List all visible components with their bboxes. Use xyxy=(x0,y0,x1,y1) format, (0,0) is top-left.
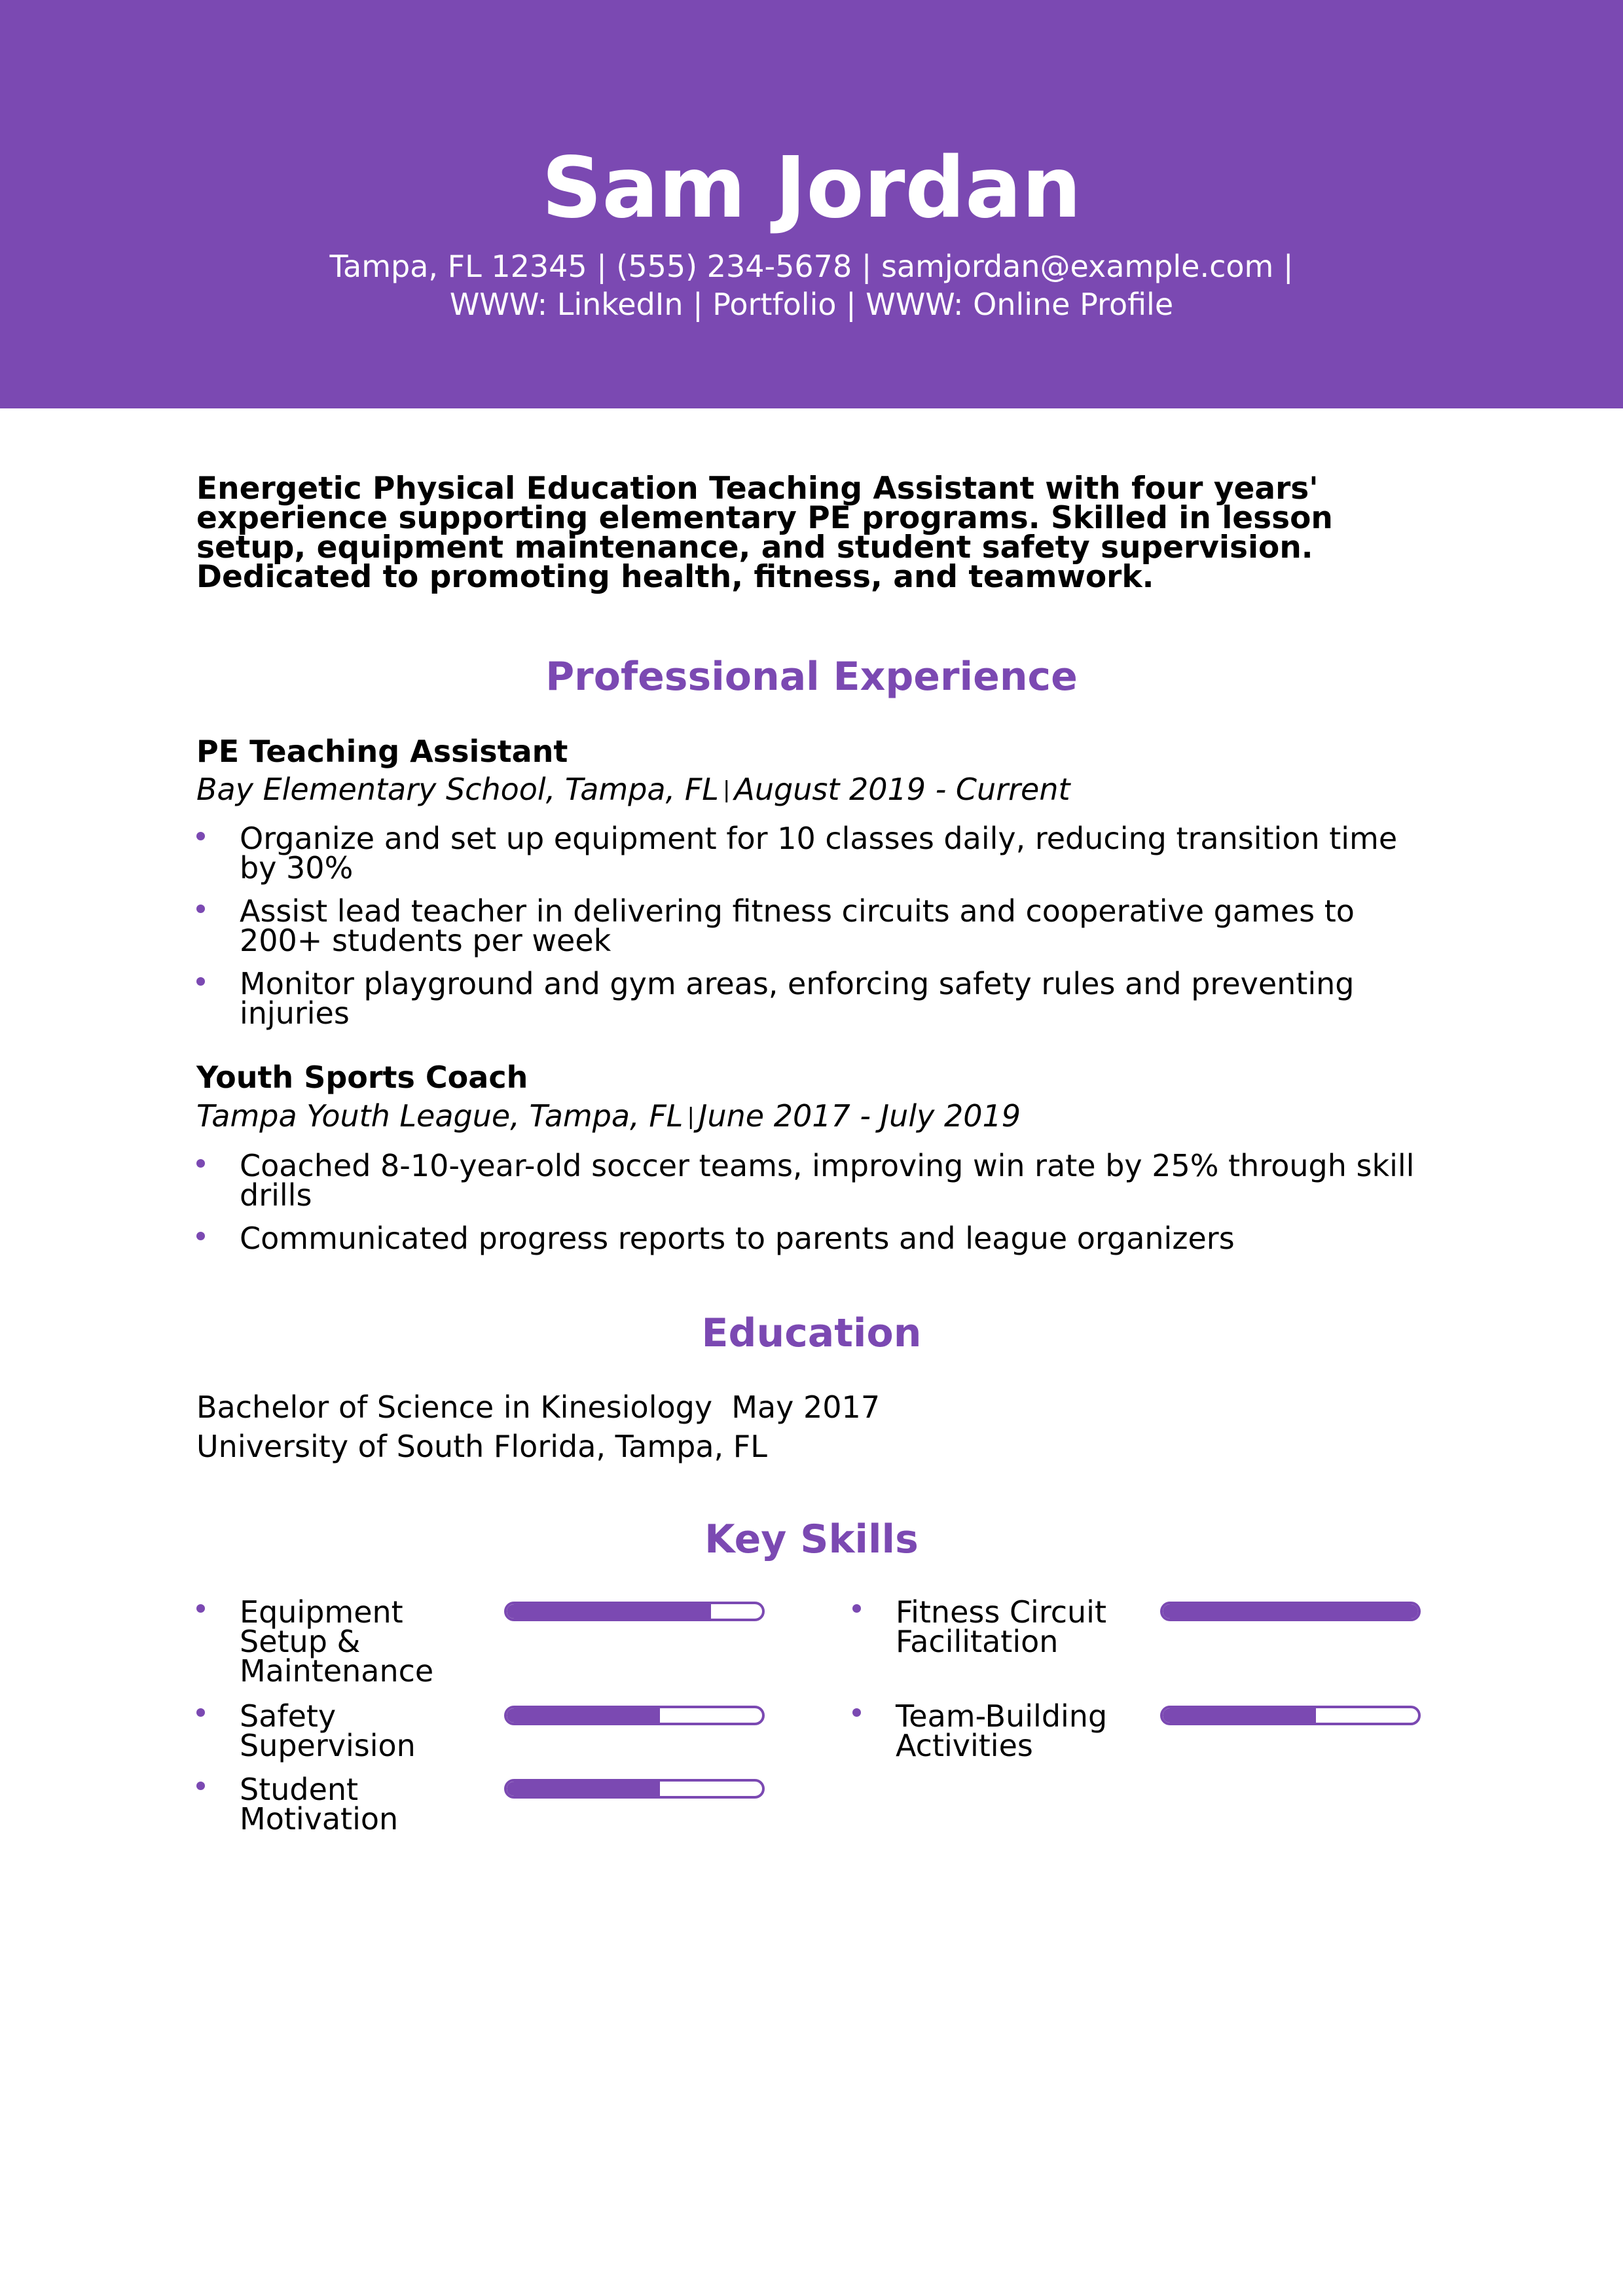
skill-level-fill xyxy=(507,1604,711,1619)
bullet-dot-icon xyxy=(852,1708,861,1717)
education-heading: Education xyxy=(701,1310,922,1356)
education-school: University of South Florida, Tampa, FL xyxy=(196,1429,767,1464)
contact-line-1: Tampa, FL 12345 | (555) 234-5678 | samjordan@example.com | xyxy=(329,249,1294,284)
skill-name: Team-Building Activities xyxy=(896,1698,1108,1763)
education-date: May 2017 xyxy=(731,1390,881,1425)
bullet-dot-icon xyxy=(196,905,205,913)
list-item xyxy=(196,1148,1440,1213)
bullet-dot-icon xyxy=(196,1708,205,1717)
bullet-dot-icon xyxy=(196,1604,205,1613)
skill-level-bar xyxy=(1160,1706,1421,1725)
bullet-text: Communicated progress reports to parents and league organizers xyxy=(240,1221,1235,1256)
skill-level-fill xyxy=(1163,1708,1316,1723)
skill-item xyxy=(852,1698,1144,1763)
bullet-text: Assist lead teacher in delivering fitness circuits and cooperative games to 200+ students per week xyxy=(240,893,1355,958)
bullet-dot-icon xyxy=(196,832,205,840)
job-bullets xyxy=(196,1148,1440,1267)
skill-level-bar xyxy=(504,1706,765,1725)
skill-name: Equipment Setup & Maintenance xyxy=(240,1594,434,1689)
job-meta xyxy=(196,1096,1021,1136)
job-meta xyxy=(196,770,1070,810)
candidate-name: Sam Jordan xyxy=(541,139,1082,237)
job-dates: August 2019 - Current xyxy=(734,772,1070,807)
job-title: PE Teaching Assistant xyxy=(196,734,568,769)
list-item xyxy=(196,1221,1440,1256)
bullet-dot-icon xyxy=(196,977,205,986)
skill-name: Fitness Circuit Facilitation xyxy=(896,1594,1106,1659)
job-meta-separator: | xyxy=(687,1103,695,1130)
resume-header xyxy=(0,0,1623,408)
job-bullets xyxy=(196,821,1440,1042)
job-employer: Tampa Youth League, Tampa, FL xyxy=(196,1098,684,1134)
bullet-text: Monitor playground and gym areas, enforcing safety rules and preventing injuries xyxy=(240,966,1355,1031)
list-item xyxy=(196,821,1440,886)
skill-level-bar xyxy=(504,1602,765,1621)
skill-level-fill xyxy=(1163,1604,1418,1619)
education-degree: Bachelor of Science in Kinesiology xyxy=(196,1390,713,1425)
skill-item xyxy=(196,1594,488,1689)
bullet-dot-icon xyxy=(852,1604,861,1613)
professional-summary: Energetic Physical Education Teaching Assistant with four years' experience supporting elementary PE programs. Skilled in lesson setup, equipment maintenance, and student safety supervision. Dedicated to promoting health, fitness, and teamwork. xyxy=(196,471,1333,595)
job-meta-separator: | xyxy=(722,777,731,803)
skill-name: Student Motivation xyxy=(240,1772,399,1837)
bullet-dot-icon xyxy=(196,1232,205,1240)
skills-heading: Key Skills xyxy=(704,1516,919,1562)
job-title: Youth Sports Coach xyxy=(196,1060,528,1095)
education-degree-line xyxy=(196,1388,880,1427)
skill-item xyxy=(852,1594,1144,1659)
experience-heading: Professional Experience xyxy=(545,654,1078,700)
skill-level-bar xyxy=(1160,1602,1421,1621)
bullet-text: Coached 8-10-year-old soccer teams, improving win rate by 25% through skill drills xyxy=(240,1148,1415,1213)
skill-item xyxy=(196,1772,488,1837)
skill-level-fill xyxy=(507,1782,660,1796)
skill-name: Safety Supervision xyxy=(240,1698,416,1763)
job-dates: June 2017 - July 2019 xyxy=(698,1098,1021,1134)
contact-line-2: WWW: LinkedIn | Portfolio | WWW: Online Profile xyxy=(449,287,1174,322)
job-employer: Bay Elementary School, Tampa, FL xyxy=(196,772,719,807)
bullet-text: Organize and set up equipment for 10 classes daily, reducing transition time by 30% xyxy=(240,821,1398,886)
bullet-dot-icon xyxy=(196,1159,205,1168)
list-item xyxy=(196,966,1440,1031)
skill-item xyxy=(196,1698,488,1763)
contact-info xyxy=(0,247,1623,323)
list-item xyxy=(196,893,1440,958)
skill-level-bar xyxy=(504,1779,765,1799)
skill-level-fill xyxy=(507,1708,660,1723)
bullet-dot-icon xyxy=(196,1782,205,1790)
